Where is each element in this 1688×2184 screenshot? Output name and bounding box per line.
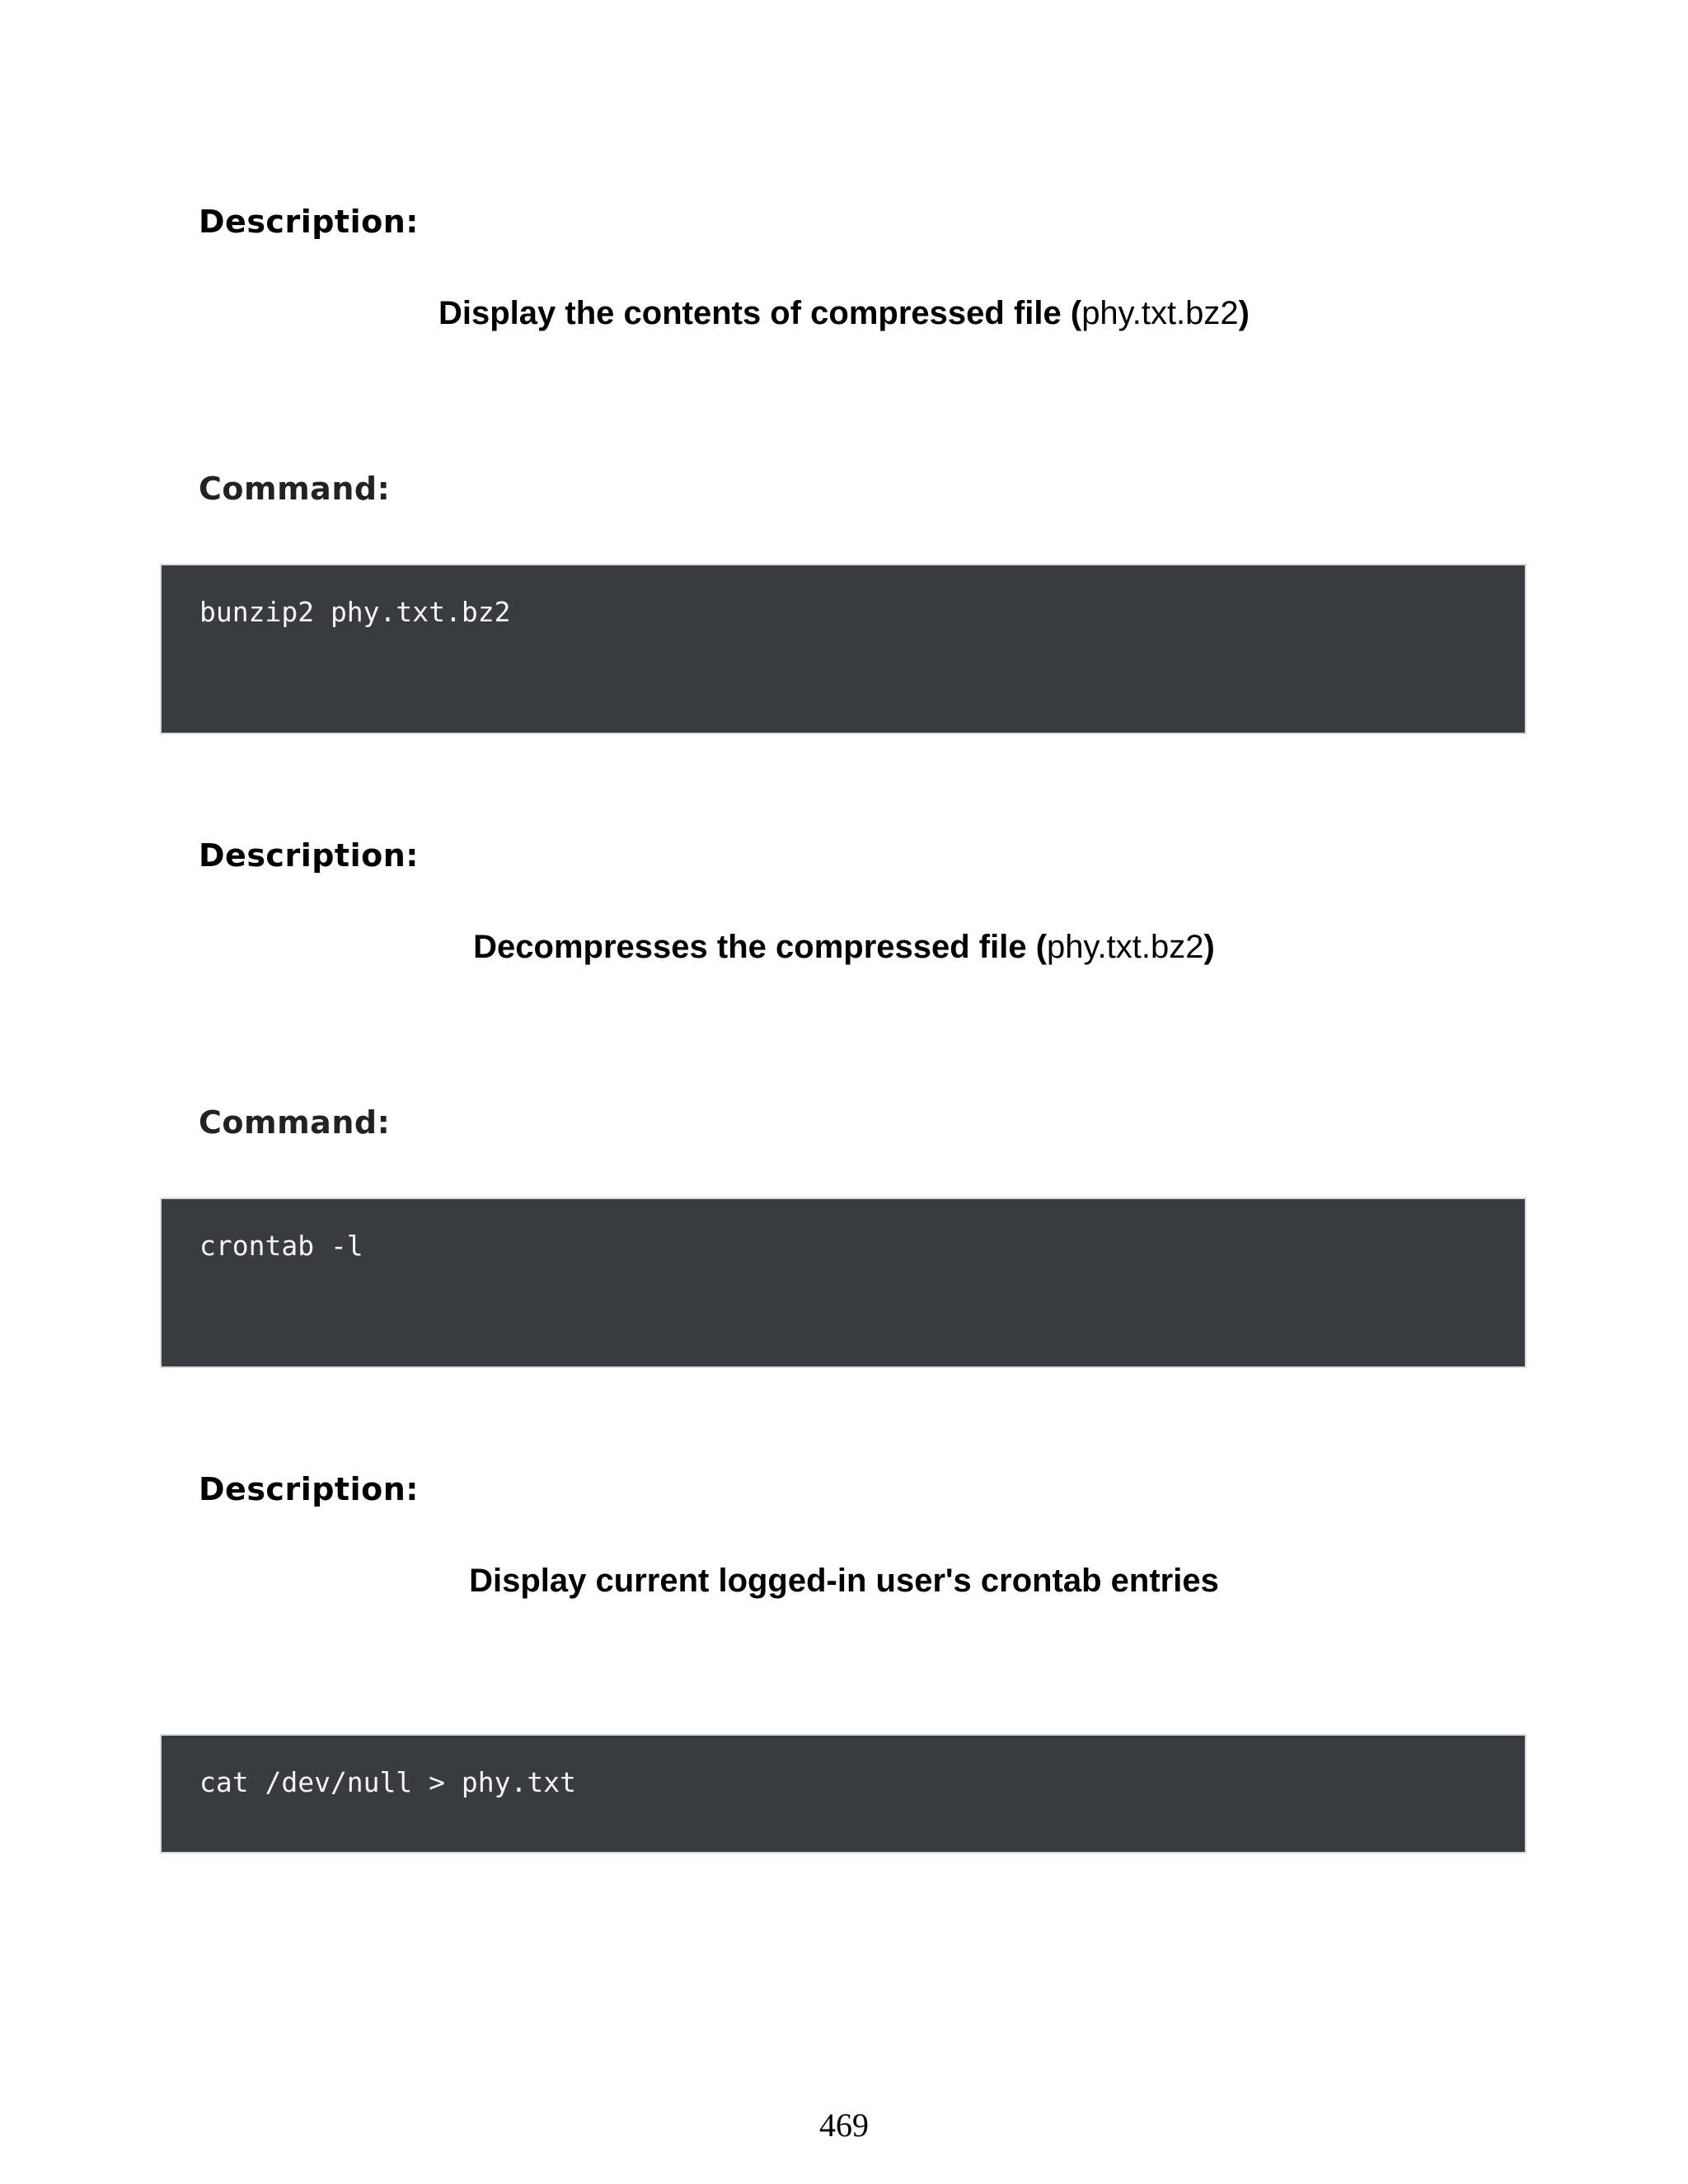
command-label-1: Command: — [199, 471, 391, 507]
file-name: phy.txt.bz2 — [1047, 929, 1204, 965]
code-block-2 — [160, 1197, 1526, 1368]
closing-paren: ) — [1238, 295, 1250, 331]
description-text-main: Decompresses the compressed file ( — [473, 929, 1048, 965]
description-text-main: Display current logged-in user's crontab entries — [469, 1563, 1219, 1599]
description-text-main: Display the contents of compressed file ( — [438, 295, 1082, 331]
description-text-2 — [0, 927, 1688, 967]
description-text-3 — [0, 1561, 1688, 1601]
description-label-1: Description: — [199, 204, 419, 240]
code-block-1 — [160, 564, 1526, 734]
file-name: phy.txt.bz2 — [1081, 295, 1239, 331]
code-text-3: cat /dev/null > phy.txt — [199, 1766, 576, 1798]
code-text-1: bunzip2 phy.txt.bz2 — [199, 596, 511, 628]
page-number: 469 — [819, 2107, 869, 2144]
description-label-2: Description: — [199, 837, 419, 874]
code-block-3 — [160, 1734, 1526, 1854]
closing-paren: ) — [1203, 929, 1215, 965]
command-label-2: Command: — [199, 1104, 391, 1141]
description-text-1 — [0, 293, 1688, 333]
code-text-2: crontab -l — [199, 1230, 363, 1262]
description-label-3: Description: — [199, 1471, 419, 1507]
